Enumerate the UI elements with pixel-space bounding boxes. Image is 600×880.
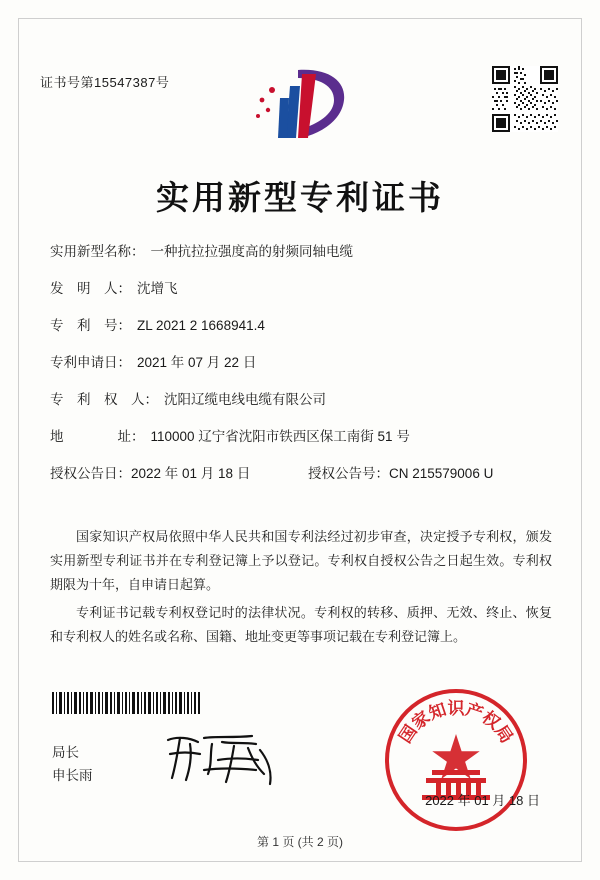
field-row: [50, 240, 554, 260]
grant-date-label: 授权公告日：: [50, 466, 131, 481]
page-number: 第 1 页 (共 2 页): [256, 835, 343, 849]
field-row: [50, 277, 554, 297]
official-seal: [382, 686, 530, 834]
seal-date: 2022 年 01 月 18 日: [425, 793, 540, 808]
grant-number-value: CN 215579006 U: [389, 466, 494, 481]
grant-number-label: 授权公告号：: [308, 466, 389, 481]
director-name: 申长雨: [52, 767, 93, 783]
paragraph: 国家知识产权局依照中华人民共和国专利法经过初步审查，决定授予专利权，颁发实用新型专利证书并在专利登记簿上予以登记。专利权自授权公告之日起生效。专利权期限为十年，自申请日起算。: [50, 529, 552, 593]
qr-code: [492, 66, 558, 132]
field-value: ZL 2021 2 1668941.4: [137, 318, 265, 333]
field-value: 沈增飞: [137, 281, 178, 296]
signature: [160, 730, 280, 788]
svg-text:国家知识产权局: 国家知识产权局: [395, 699, 517, 747]
grant-number: [308, 462, 554, 482]
grant-date: [50, 462, 308, 482]
barcode: [52, 692, 200, 714]
field-row: [50, 351, 554, 371]
field-row: [50, 388, 554, 408]
field-label: 发 明 人：: [50, 281, 131, 296]
director-block: [52, 742, 93, 788]
grant-date-value: 2022 年 01 月 18 日: [131, 466, 251, 481]
director-label: 局长: [52, 745, 79, 760]
field-value: 110000 辽宁省沈阳市铁西区保工南街 51 号: [150, 429, 410, 444]
patent-office-logo: [246, 64, 354, 142]
field-label: 专 利 权 人：: [50, 392, 158, 407]
field-row: [50, 314, 554, 334]
paragraph: 专利证书记载专利权登记时的法律状况。专利权的转移、质押、无效、终止、恢复和专利权人的姓名或名称、国籍、地址变更等事项记载在专利登记簿上。: [50, 605, 552, 645]
legal-text: [50, 525, 552, 653]
field-value: 一种抗拉拉强度高的射频同轴电缆: [150, 244, 353, 259]
grant-row: [50, 462, 554, 482]
field-row: [50, 425, 554, 445]
field-label: 地 址：: [50, 429, 145, 444]
field-value: 2021 年 07 月 22 日: [137, 355, 257, 370]
field-label: 实用新型名称：: [50, 244, 145, 259]
page-title: 实用新型专利证书: [156, 178, 444, 217]
field-label: 专 利 号：: [50, 318, 131, 333]
certificate-number: 证书号第15547387号: [40, 75, 170, 90]
fields-list: [50, 240, 554, 498]
field-value: 沈阳辽缆电线电缆有限公司: [164, 392, 326, 407]
field-label: 专利申请日：: [50, 355, 131, 370]
